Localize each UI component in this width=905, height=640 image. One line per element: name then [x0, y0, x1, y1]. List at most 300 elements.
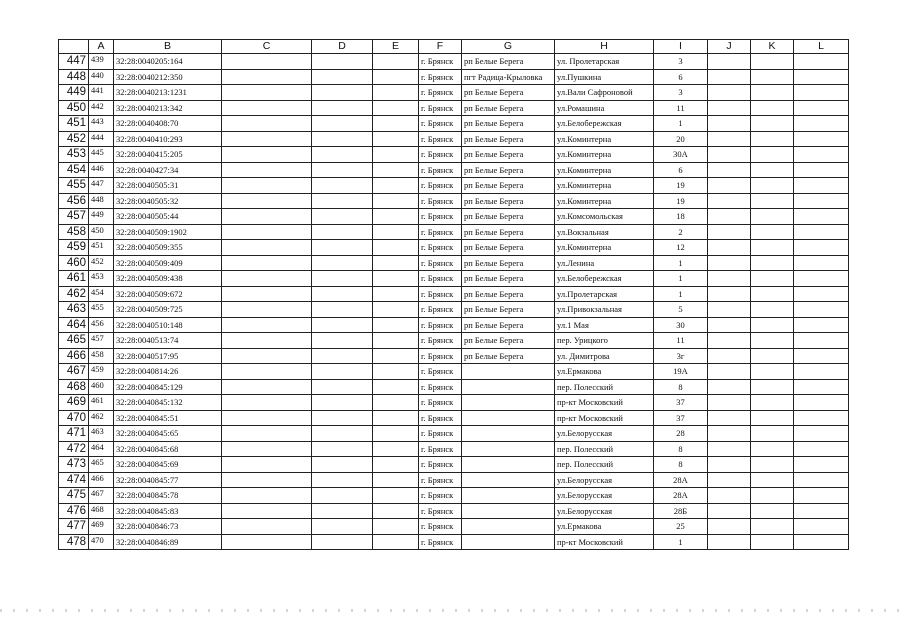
cell-l[interactable] — [794, 472, 849, 488]
column-header-b[interactable]: B — [114, 40, 222, 54]
cell-i[interactable]: 1 — [654, 116, 708, 132]
cell-i[interactable]: 8 — [654, 379, 708, 395]
cell-h[interactable]: пр-кт Московский — [555, 410, 654, 426]
cell-g[interactable]: рп Белые Берега — [462, 317, 555, 333]
cell-c[interactable] — [222, 457, 312, 473]
cell-l[interactable] — [794, 54, 849, 70]
cell-g[interactable]: рп Белые Берега — [462, 240, 555, 256]
cell-f[interactable]: г. Брянск — [419, 271, 462, 287]
cell-k[interactable] — [751, 503, 794, 519]
cell-f[interactable]: г. Брянск — [419, 302, 462, 318]
cell-e[interactable] — [373, 503, 419, 519]
cell-i[interactable]: 11 — [654, 333, 708, 349]
row-number-cell[interactable]: 448 — [59, 69, 89, 85]
row-number-cell[interactable]: 459 — [59, 240, 89, 256]
cell-h[interactable]: ул.Коминтерна — [555, 240, 654, 256]
cell-e[interactable] — [373, 410, 419, 426]
cell-h[interactable]: пр-кт Московский — [555, 534, 654, 550]
cell-e[interactable] — [373, 379, 419, 395]
cell-k[interactable] — [751, 224, 794, 240]
cell-a[interactable]: 448 — [89, 193, 114, 209]
cell-a[interactable]: 457 — [89, 333, 114, 349]
cell-i[interactable]: 8 — [654, 441, 708, 457]
cell-e[interactable] — [373, 348, 419, 364]
cell-l[interactable] — [794, 519, 849, 535]
cell-c[interactable] — [222, 488, 312, 504]
cell-e[interactable] — [373, 457, 419, 473]
cell-l[interactable] — [794, 364, 849, 380]
cell-c[interactable] — [222, 534, 312, 550]
cell-b[interactable]: 32:28:0040845:69 — [114, 457, 222, 473]
cell-g[interactable]: рп Белые Берега — [462, 333, 555, 349]
cell-d[interactable] — [312, 472, 373, 488]
cell-k[interactable] — [751, 131, 794, 147]
cell-j[interactable] — [708, 441, 751, 457]
cell-a[interactable]: 456 — [89, 317, 114, 333]
cell-d[interactable] — [312, 302, 373, 318]
cell-f[interactable]: г. Брянск — [419, 426, 462, 442]
cell-g[interactable] — [462, 426, 555, 442]
cell-k[interactable] — [751, 395, 794, 411]
cell-e[interactable] — [373, 178, 419, 194]
cell-i[interactable]: 28А — [654, 472, 708, 488]
cell-h[interactable]: ул.Вали Сафроновой — [555, 85, 654, 101]
cell-f[interactable]: г. Брянск — [419, 193, 462, 209]
cell-k[interactable] — [751, 317, 794, 333]
cell-a[interactable]: 463 — [89, 426, 114, 442]
cell-g[interactable] — [462, 488, 555, 504]
cell-g[interactable] — [462, 364, 555, 380]
cell-j[interactable] — [708, 178, 751, 194]
cell-j[interactable] — [708, 271, 751, 287]
cell-j[interactable] — [708, 240, 751, 256]
cell-e[interactable] — [373, 85, 419, 101]
cell-e[interactable] — [373, 519, 419, 535]
cell-g[interactable] — [462, 441, 555, 457]
cell-b[interactable]: 32:28:0040814:26 — [114, 364, 222, 380]
cell-h[interactable]: ул.Пролетарская — [555, 286, 654, 302]
cell-c[interactable] — [222, 193, 312, 209]
cell-a[interactable]: 447 — [89, 178, 114, 194]
cell-g[interactable]: пгт Радица-Крыловка — [462, 69, 555, 85]
cell-b[interactable]: 32:28:0040509:725 — [114, 302, 222, 318]
cell-e[interactable] — [373, 131, 419, 147]
column-header-i[interactable]: I — [654, 40, 708, 54]
cell-f[interactable]: г. Брянск — [419, 162, 462, 178]
column-header-l[interactable]: L — [794, 40, 849, 54]
cell-i[interactable]: 6 — [654, 69, 708, 85]
cell-c[interactable] — [222, 426, 312, 442]
cell-f[interactable]: г. Брянск — [419, 348, 462, 364]
cell-h[interactable]: ул.Ленина — [555, 255, 654, 271]
cell-b[interactable]: 32:28:0040509:1902 — [114, 224, 222, 240]
cell-k[interactable] — [751, 488, 794, 504]
cell-f[interactable]: г. Брянск — [419, 488, 462, 504]
cell-b[interactable]: 32:28:0040509:355 — [114, 240, 222, 256]
cell-a[interactable]: 465 — [89, 457, 114, 473]
cell-k[interactable] — [751, 364, 794, 380]
cell-e[interactable] — [373, 441, 419, 457]
cell-g[interactable]: рп Белые Берега — [462, 302, 555, 318]
cell-b[interactable]: 32:28:0040510:148 — [114, 317, 222, 333]
cell-h[interactable]: ул.Коминтерна — [555, 178, 654, 194]
cell-g[interactable]: рп Белые Берега — [462, 131, 555, 147]
cell-e[interactable] — [373, 286, 419, 302]
cell-d[interactable] — [312, 410, 373, 426]
cell-l[interactable] — [794, 147, 849, 163]
cell-l[interactable] — [794, 395, 849, 411]
cell-d[interactable] — [312, 116, 373, 132]
cell-g[interactable]: рп Белые Берега — [462, 209, 555, 225]
cell-j[interactable] — [708, 54, 751, 70]
cell-b[interactable]: 32:28:0040845:78 — [114, 488, 222, 504]
cell-f[interactable]: г. Брянск — [419, 286, 462, 302]
cell-f[interactable]: г. Брянск — [419, 410, 462, 426]
cell-g[interactable] — [462, 503, 555, 519]
cell-c[interactable] — [222, 519, 312, 535]
cell-k[interactable] — [751, 193, 794, 209]
cell-k[interactable] — [751, 271, 794, 287]
cell-i[interactable]: 37 — [654, 395, 708, 411]
cell-l[interactable] — [794, 503, 849, 519]
cell-i[interactable]: 25 — [654, 519, 708, 535]
cell-k[interactable] — [751, 410, 794, 426]
cell-b[interactable]: 32:28:0040509:672 — [114, 286, 222, 302]
cell-f[interactable]: г. Брянск — [419, 224, 462, 240]
row-number-cell[interactable]: 450 — [59, 100, 89, 116]
cell-l[interactable] — [794, 348, 849, 364]
row-number-cell[interactable]: 466 — [59, 348, 89, 364]
cell-h[interactable]: ул.Коминтерна — [555, 131, 654, 147]
cell-f[interactable]: г. Брянск — [419, 379, 462, 395]
cell-e[interactable] — [373, 488, 419, 504]
cell-b[interactable]: 32:28:0040513:74 — [114, 333, 222, 349]
cell-d[interactable] — [312, 69, 373, 85]
cell-f[interactable]: г. Брянск — [419, 209, 462, 225]
row-number-cell[interactable]: 470 — [59, 410, 89, 426]
cell-g[interactable]: рп Белые Берега — [462, 271, 555, 287]
cell-h[interactable]: ул.Белорусская — [555, 426, 654, 442]
cell-k[interactable] — [751, 441, 794, 457]
cell-e[interactable] — [373, 426, 419, 442]
cell-l[interactable] — [794, 178, 849, 194]
cell-b[interactable]: 32:28:0040415:205 — [114, 147, 222, 163]
cell-i[interactable]: 28А — [654, 488, 708, 504]
cell-a[interactable]: 467 — [89, 488, 114, 504]
cell-d[interactable] — [312, 426, 373, 442]
cell-f[interactable]: г. Брянск — [419, 519, 462, 535]
cell-d[interactable] — [312, 209, 373, 225]
cell-b[interactable]: 32:28:0040845:77 — [114, 472, 222, 488]
cell-g[interactable]: рп Белые Берега — [462, 193, 555, 209]
cell-l[interactable] — [794, 224, 849, 240]
cell-l[interactable] — [794, 69, 849, 85]
cell-i[interactable]: 1 — [654, 255, 708, 271]
cell-i[interactable]: 6 — [654, 162, 708, 178]
cell-a[interactable]: 451 — [89, 240, 114, 256]
cell-g[interactable]: рп Белые Берега — [462, 116, 555, 132]
cell-g[interactable]: рп Белые Берега — [462, 224, 555, 240]
cell-j[interactable] — [708, 286, 751, 302]
cell-d[interactable] — [312, 519, 373, 535]
row-number-cell[interactable]: 476 — [59, 503, 89, 519]
cell-h[interactable]: ул.Белобережская — [555, 271, 654, 287]
cell-i[interactable]: 37 — [654, 410, 708, 426]
cell-a[interactable]: 445 — [89, 147, 114, 163]
cell-a[interactable]: 449 — [89, 209, 114, 225]
cell-h[interactable]: ул.Коминтерна — [555, 147, 654, 163]
cell-g[interactable]: рп Белые Берега — [462, 178, 555, 194]
cell-b[interactable]: 32:28:0040517:95 — [114, 348, 222, 364]
cell-i[interactable]: 11 — [654, 100, 708, 116]
cell-l[interactable] — [794, 488, 849, 504]
cell-e[interactable] — [373, 147, 419, 163]
cell-a[interactable]: 452 — [89, 255, 114, 271]
cell-c[interactable] — [222, 224, 312, 240]
cell-a[interactable]: 453 — [89, 271, 114, 287]
cell-g[interactable] — [462, 395, 555, 411]
cell-j[interactable] — [708, 379, 751, 395]
cell-a[interactable]: 459 — [89, 364, 114, 380]
cell-b[interactable]: 32:28:0040213:1231 — [114, 85, 222, 101]
cell-k[interactable] — [751, 333, 794, 349]
cell-c[interactable] — [222, 472, 312, 488]
column-header-j[interactable]: J — [708, 40, 751, 54]
cell-d[interactable] — [312, 178, 373, 194]
cell-k[interactable] — [751, 54, 794, 70]
cell-b[interactable]: 32:28:0040427:34 — [114, 162, 222, 178]
cell-e[interactable] — [373, 240, 419, 256]
cell-j[interactable] — [708, 147, 751, 163]
row-number-cell[interactable]: 474 — [59, 472, 89, 488]
cell-h[interactable]: ул.Вокзальная — [555, 224, 654, 240]
cell-b[interactable]: 32:28:0040845:132 — [114, 395, 222, 411]
cell-h[interactable]: ул.1 Мая — [555, 317, 654, 333]
cell-c[interactable] — [222, 69, 312, 85]
cell-c[interactable] — [222, 364, 312, 380]
cell-b[interactable]: 32:28:0040509:438 — [114, 271, 222, 287]
cell-f[interactable]: г. Брянск — [419, 147, 462, 163]
cell-e[interactable] — [373, 100, 419, 116]
cell-k[interactable] — [751, 426, 794, 442]
cell-c[interactable] — [222, 317, 312, 333]
cell-g[interactable]: рп Белые Берега — [462, 162, 555, 178]
cell-h[interactable]: пер. Полесский — [555, 441, 654, 457]
cell-f[interactable]: г. Брянск — [419, 240, 462, 256]
cell-l[interactable] — [794, 317, 849, 333]
cell-e[interactable] — [373, 224, 419, 240]
cell-a[interactable]: 439 — [89, 54, 114, 70]
cell-j[interactable] — [708, 534, 751, 550]
cell-e[interactable] — [373, 472, 419, 488]
row-number-cell[interactable]: 465 — [59, 333, 89, 349]
row-number-cell[interactable]: 449 — [59, 85, 89, 101]
cell-d[interactable] — [312, 85, 373, 101]
cell-l[interactable] — [794, 85, 849, 101]
cell-c[interactable] — [222, 100, 312, 116]
cell-i[interactable]: 1 — [654, 271, 708, 287]
cell-j[interactable] — [708, 100, 751, 116]
cell-e[interactable] — [373, 534, 419, 550]
cell-d[interactable] — [312, 348, 373, 364]
cell-d[interactable] — [312, 333, 373, 349]
cell-b[interactable]: 32:28:0040845:65 — [114, 426, 222, 442]
cell-i[interactable]: 19 — [654, 178, 708, 194]
cell-j[interactable] — [708, 395, 751, 411]
cell-b[interactable]: 32:28:0040845:129 — [114, 379, 222, 395]
cell-h[interactable]: ул.Коминтерна — [555, 193, 654, 209]
row-number-cell[interactable]: 458 — [59, 224, 89, 240]
cell-d[interactable] — [312, 240, 373, 256]
cell-i[interactable]: 12 — [654, 240, 708, 256]
cell-g[interactable]: рп Белые Берега — [462, 255, 555, 271]
cell-i[interactable]: 19 — [654, 193, 708, 209]
row-number-cell[interactable]: 468 — [59, 379, 89, 395]
cell-l[interactable] — [794, 379, 849, 395]
cell-b[interactable]: 32:28:0040410:293 — [114, 131, 222, 147]
cell-f[interactable]: г. Брянск — [419, 441, 462, 457]
cell-k[interactable] — [751, 178, 794, 194]
cell-k[interactable] — [751, 286, 794, 302]
cell-f[interactable]: г. Брянск — [419, 457, 462, 473]
cell-l[interactable] — [794, 333, 849, 349]
cell-j[interactable] — [708, 488, 751, 504]
cell-d[interactable] — [312, 395, 373, 411]
cell-b[interactable]: 32:28:0040212:350 — [114, 69, 222, 85]
cell-d[interactable] — [312, 54, 373, 70]
column-header-e[interactable]: E — [373, 40, 419, 54]
corner-header-cell[interactable] — [59, 40, 89, 54]
cell-a[interactable]: 440 — [89, 69, 114, 85]
cell-h[interactable]: ул.Ромашина — [555, 100, 654, 116]
cell-d[interactable] — [312, 457, 373, 473]
cell-k[interactable] — [751, 457, 794, 473]
cell-i[interactable]: 5 — [654, 302, 708, 318]
cell-d[interactable] — [312, 379, 373, 395]
cell-f[interactable]: г. Брянск — [419, 69, 462, 85]
cell-a[interactable]: 458 — [89, 348, 114, 364]
cell-f[interactable]: г. Брянск — [419, 178, 462, 194]
row-number-cell[interactable]: 456 — [59, 193, 89, 209]
cell-j[interactable] — [708, 457, 751, 473]
cell-c[interactable] — [222, 178, 312, 194]
cell-b[interactable]: 32:28:0040505:44 — [114, 209, 222, 225]
cell-c[interactable] — [222, 147, 312, 163]
cell-h[interactable]: ул.Привокзальная — [555, 302, 654, 318]
cell-e[interactable] — [373, 333, 419, 349]
cell-h[interactable]: ул.Ермакова — [555, 364, 654, 380]
row-number-cell[interactable]: 475 — [59, 488, 89, 504]
cell-a[interactable]: 450 — [89, 224, 114, 240]
cell-l[interactable] — [794, 457, 849, 473]
cell-k[interactable] — [751, 162, 794, 178]
cell-a[interactable]: 446 — [89, 162, 114, 178]
cell-l[interactable] — [794, 131, 849, 147]
cell-c[interactable] — [222, 54, 312, 70]
cell-c[interactable] — [222, 333, 312, 349]
cell-e[interactable] — [373, 116, 419, 132]
cell-g[interactable] — [462, 534, 555, 550]
cell-k[interactable] — [751, 69, 794, 85]
cell-k[interactable] — [751, 534, 794, 550]
cell-l[interactable] — [794, 193, 849, 209]
cell-h[interactable]: ул.Белорусская — [555, 503, 654, 519]
cell-d[interactable] — [312, 100, 373, 116]
cell-a[interactable]: 444 — [89, 131, 114, 147]
cell-f[interactable]: г. Брянск — [419, 317, 462, 333]
cell-f[interactable]: г. Брянск — [419, 131, 462, 147]
cell-l[interactable] — [794, 534, 849, 550]
column-header-h[interactable]: H — [555, 40, 654, 54]
cell-j[interactable] — [708, 85, 751, 101]
cell-a[interactable]: 442 — [89, 100, 114, 116]
cell-c[interactable] — [222, 503, 312, 519]
cell-k[interactable] — [751, 519, 794, 535]
cell-e[interactable] — [373, 209, 419, 225]
cell-f[interactable]: г. Брянск — [419, 472, 462, 488]
cell-c[interactable] — [222, 395, 312, 411]
cell-h[interactable]: ул.Ермакова — [555, 519, 654, 535]
row-number-cell[interactable]: 460 — [59, 255, 89, 271]
cell-g[interactable]: рп Белые Берега — [462, 85, 555, 101]
row-number-cell[interactable]: 451 — [59, 116, 89, 132]
cell-a[interactable]: 470 — [89, 534, 114, 550]
cell-e[interactable] — [373, 317, 419, 333]
cell-j[interactable] — [708, 333, 751, 349]
column-header-k[interactable]: K — [751, 40, 794, 54]
row-number-cell[interactable]: 467 — [59, 364, 89, 380]
cell-c[interactable] — [222, 240, 312, 256]
cell-a[interactable]: 468 — [89, 503, 114, 519]
cell-i[interactable]: 3г — [654, 348, 708, 364]
cell-h[interactable]: ул.Пушкина — [555, 69, 654, 85]
cell-i[interactable]: 30А — [654, 147, 708, 163]
cell-h[interactable]: пер. Урицкого — [555, 333, 654, 349]
cell-d[interactable] — [312, 131, 373, 147]
cell-k[interactable] — [751, 379, 794, 395]
cell-f[interactable]: г. Брянск — [419, 54, 462, 70]
cell-g[interactable] — [462, 379, 555, 395]
cell-d[interactable] — [312, 271, 373, 287]
cell-c[interactable] — [222, 302, 312, 318]
cell-a[interactable]: 455 — [89, 302, 114, 318]
row-number-cell[interactable]: 452 — [59, 131, 89, 147]
cell-f[interactable]: г. Брянск — [419, 395, 462, 411]
cell-e[interactable] — [373, 271, 419, 287]
cell-l[interactable] — [794, 410, 849, 426]
cell-i[interactable]: 3 — [654, 54, 708, 70]
row-number-cell[interactable]: 472 — [59, 441, 89, 457]
cell-h[interactable]: пер. Полесский — [555, 379, 654, 395]
cell-e[interactable] — [373, 364, 419, 380]
cell-b[interactable]: 32:28:0040509:409 — [114, 255, 222, 271]
cell-f[interactable]: г. Брянск — [419, 333, 462, 349]
cell-e[interactable] — [373, 54, 419, 70]
cell-k[interactable] — [751, 147, 794, 163]
cell-d[interactable] — [312, 255, 373, 271]
cell-b[interactable]: 32:28:0040213:342 — [114, 100, 222, 116]
cell-k[interactable] — [751, 240, 794, 256]
cell-k[interactable] — [751, 302, 794, 318]
cell-d[interactable] — [312, 441, 373, 457]
cell-b[interactable]: 32:28:0040408:70 — [114, 116, 222, 132]
cell-j[interactable] — [708, 364, 751, 380]
row-number-cell[interactable]: 461 — [59, 271, 89, 287]
cell-a[interactable]: 441 — [89, 85, 114, 101]
cell-b[interactable]: 32:28:0040205:164 — [114, 54, 222, 70]
cell-b[interactable]: 32:28:0040846:73 — [114, 519, 222, 535]
cell-k[interactable] — [751, 100, 794, 116]
